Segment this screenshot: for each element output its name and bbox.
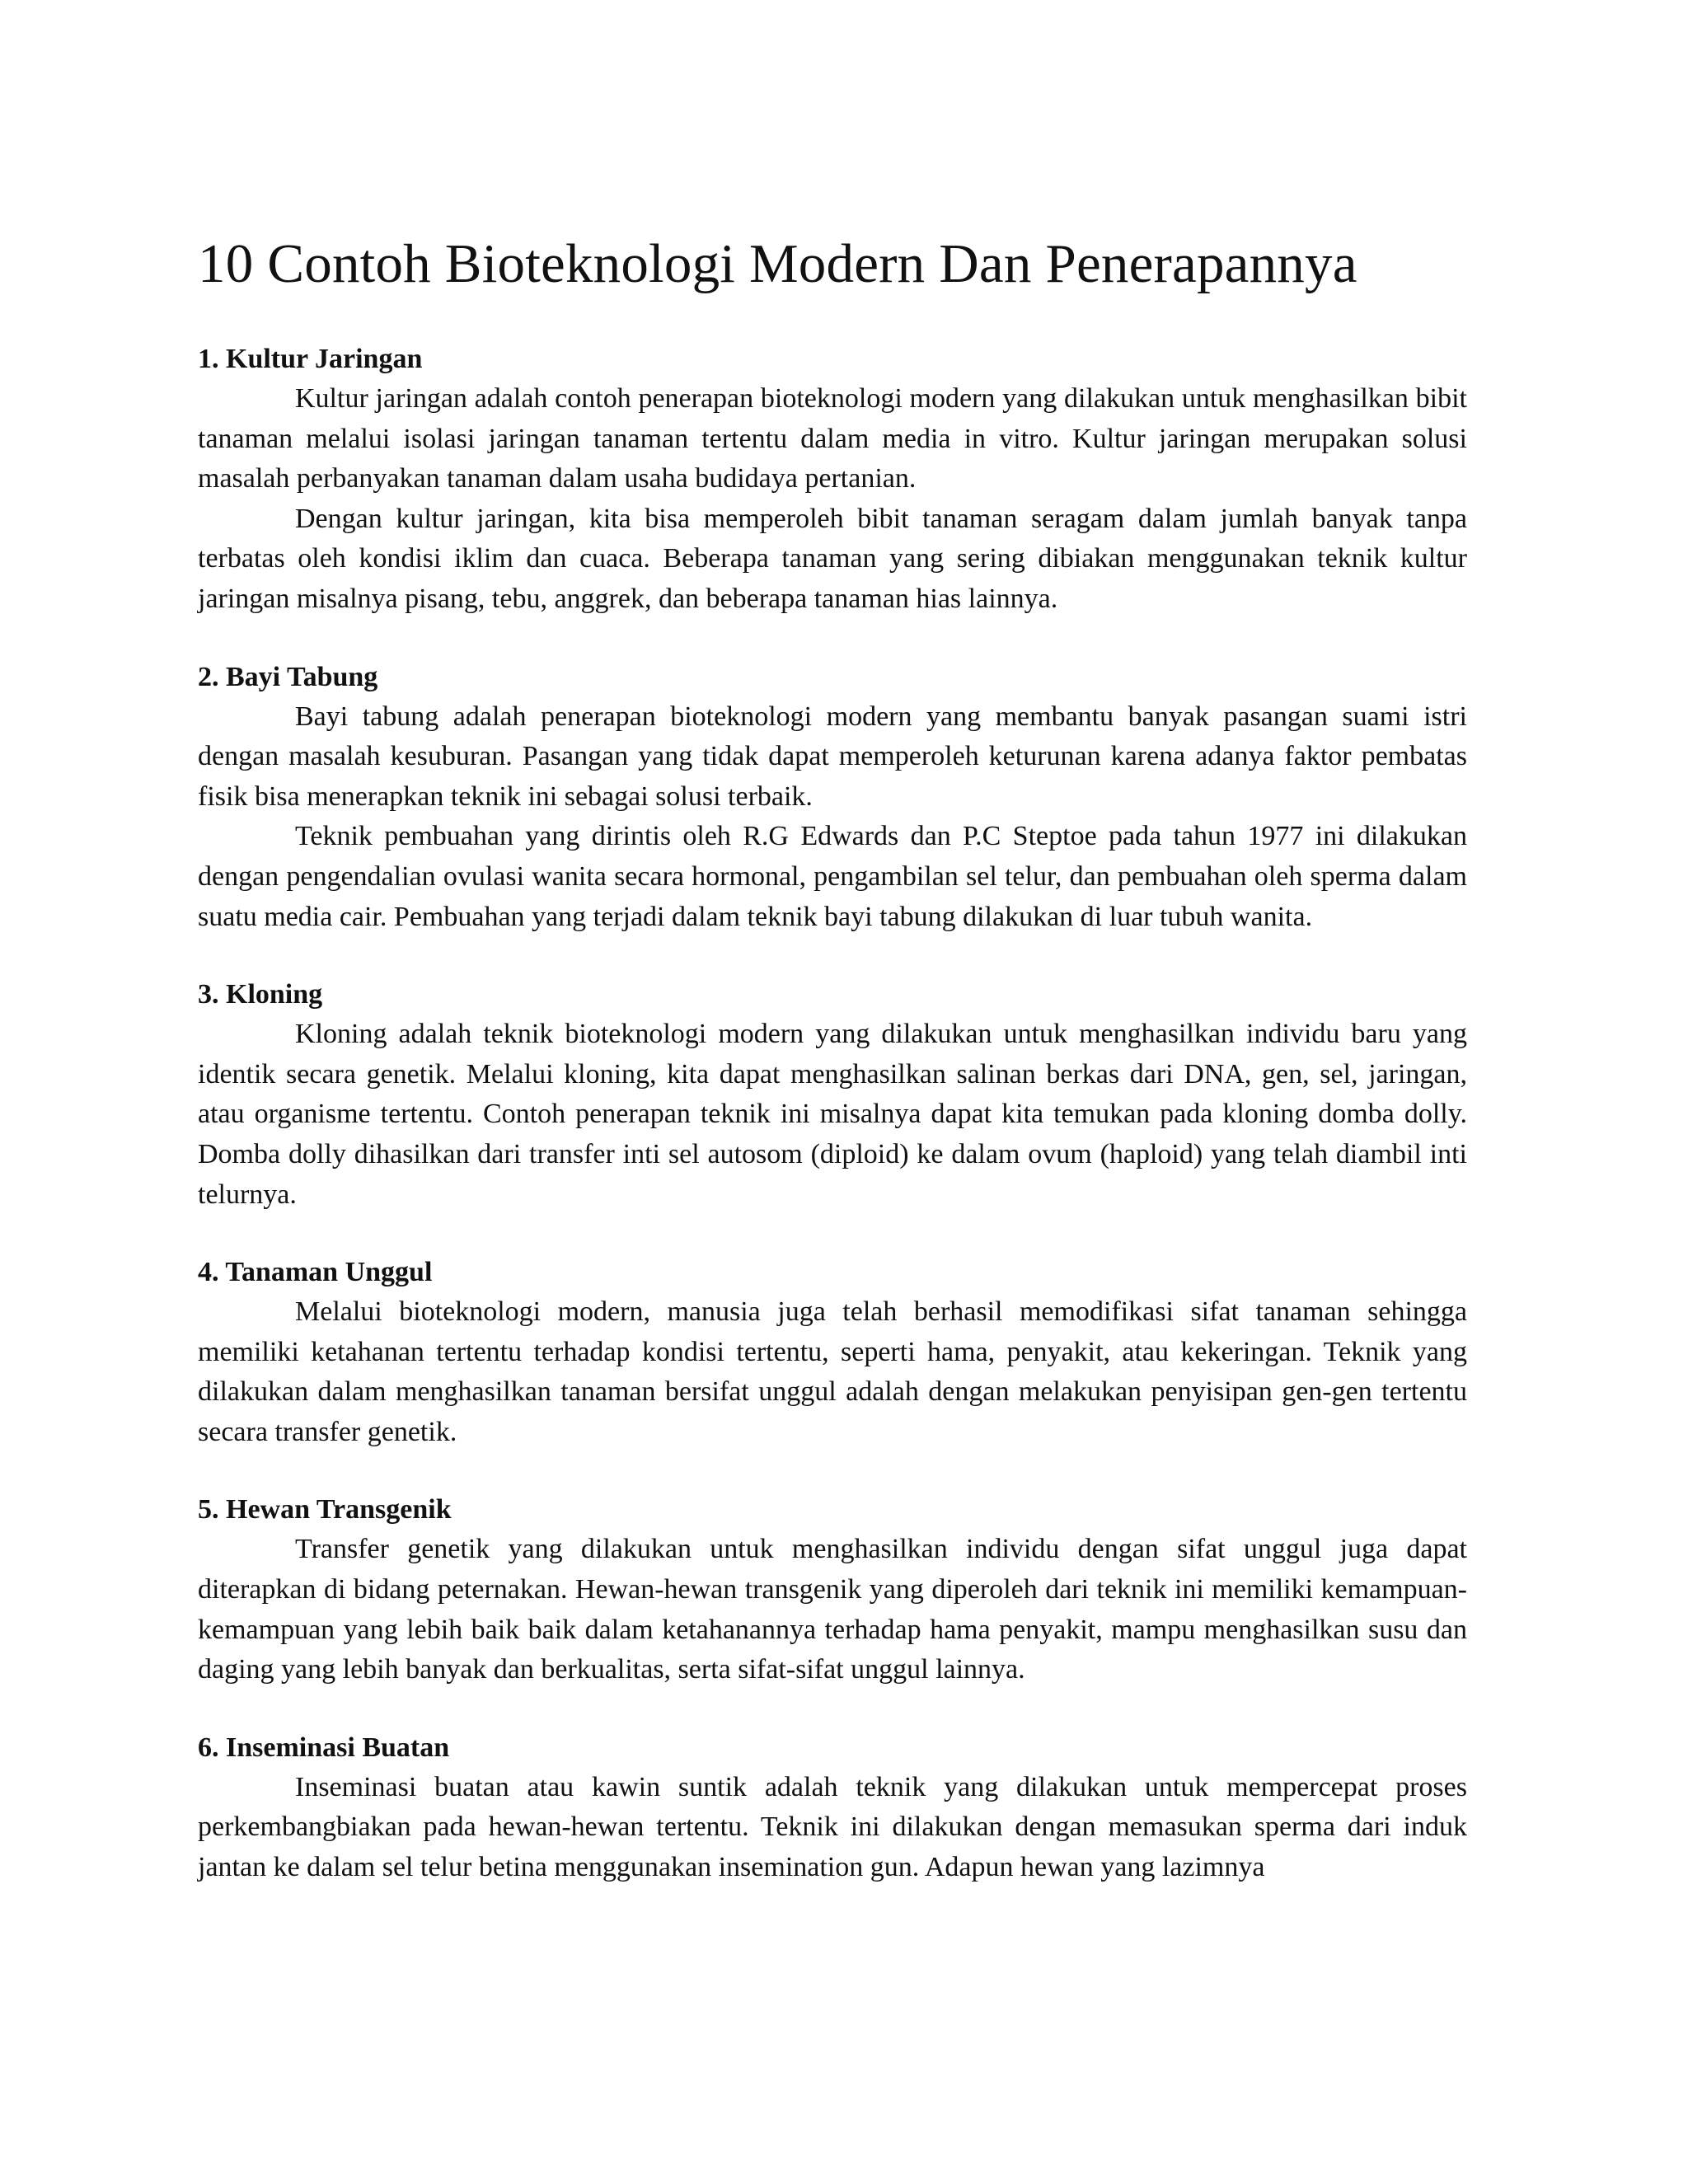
section-heading: 2. Bayi Tabung [198, 661, 378, 692]
section-heading: 4. Tanaman Unggul [198, 1257, 433, 1288]
section-kloning [198, 975, 1467, 1215]
document-body [198, 231, 1467, 1926]
paragraph: Inseminasi buatan atau kawin suntik adalah teknik yang dilakukan untuk mempercepat proses perkembangbiakan pada hewan-hewan tertentu. Teknik ini dilakukan dengan memasukan sperma dari induk jantan ke dalam sel telur betina menggunakan insemination gun. Adapun hewan yang lazimnya [198, 1771, 1467, 1883]
section-kultur-jaringan [198, 340, 1467, 620]
section-bayi-tabung [198, 658, 1467, 938]
paragraph: Kloning adalah teknik bioteknologi modern yang dilakukan untuk menghasilkan individu baru yang identik secara genetik. Melalui kloning, kita dapat menghasilkan salinan berkas dari DNA, gen, sel, jaringan, atau organisme tertentu. Contoh penerapan teknik ini misalnya dapat kita temukan pada kloning domba dolly. Domba dolly dihasilkan dari transfer inti sel autosom (diploid) ke dalam ovum (haploid) yang telah diambil inti telurnya. [198, 1019, 1467, 1210]
paragraph: Dengan kultur jaringan, kita bisa memperoleh bibit tanaman seragam dalam jumlah banyak tanpa terbatas oleh kondisi iklim dan cuaca. Beberapa tanaman yang sering dibiakan menggunakan teknik kultur jaringan misalnya pisang, tebu, anggrek, dan beberapa tanaman hias lainnya. [198, 503, 1467, 614]
document-title: 10 Contoh Bioteknologi Modern Dan Penerapannya [198, 233, 1357, 294]
section-tanaman-unggul [198, 1253, 1467, 1452]
section-heading: 1. Kultur Jaringan [198, 344, 423, 374]
section-heading: 6. Inseminasi Buatan [198, 1732, 450, 1763]
paragraph: Bayi tabung adalah penerapan bioteknologi modern yang membantu banyak pasangan suami istri dengan masalah kesuburan. Pasangan yang tidak dapat memperoleh keturunan karena adanya faktor pembatas fisik bisa menerapkan teknik ini sebagai solusi terbaik. [198, 701, 1467, 812]
section-hewan-transgenik [198, 1490, 1467, 1690]
paragraph: Transfer genetik yang dilakukan untuk menghasilkan individu dengan sifat unggul juga dapat diterapkan di bidang peternakan. Hewan-hewan transgenik yang diperoleh dari teknik ini memiliki kemampuan-kemampuan yang lebih baik baik dalam ketahanannya terhadap hama penyakit, mampu menghasilkan susu dan daging yang lebih banyak dan berkualitas, serta sifat-sifat unggul lainnya. [198, 1534, 1467, 1685]
paragraph: Melalui bioteknologi modern, manusia juga telah berhasil memodifikasi sifat tanaman sehingga memiliki ketahanan tertentu terhadap kondisi tertentu, seperti hama, penyakit, atau kekeringan. Teknik yang dilakukan dalam menghasilkan tanaman bersifat unggul adalah dengan melakukan penyisipan gen-gen tertentu secara transfer genetik. [198, 1296, 1467, 1447]
paragraph: Teknik pembuahan yang dirintis oleh R.G Edwards dan P.C Steptoe pada tahun 1977 ini dilakukan dengan pengendalian ovulasi wanita secara hormonal, pengambilan sel telur, dan pembuahan oleh sperma dalam suatu media cair. Pembuahan yang terjadi dalam teknik bayi tabung dilakukan di luar tubuh wanita. [198, 821, 1467, 932]
paragraph: Kultur jaringan adalah contoh penerapan bioteknologi modern yang dilakukan untuk menghasilkan bibit tanaman melalui isolasi jaringan tanaman tertentu dalam media in vitro. Kultur jaringan merupakan solusi masalah perbanyakan tanaman dalam usaha budidaya pertanian. [198, 383, 1467, 494]
section-inseminasi-buatan [198, 1728, 1467, 1888]
section-heading: 5. Hewan Transgenik [198, 1494, 452, 1526]
section-heading: 3. Kloning [198, 979, 323, 1010]
